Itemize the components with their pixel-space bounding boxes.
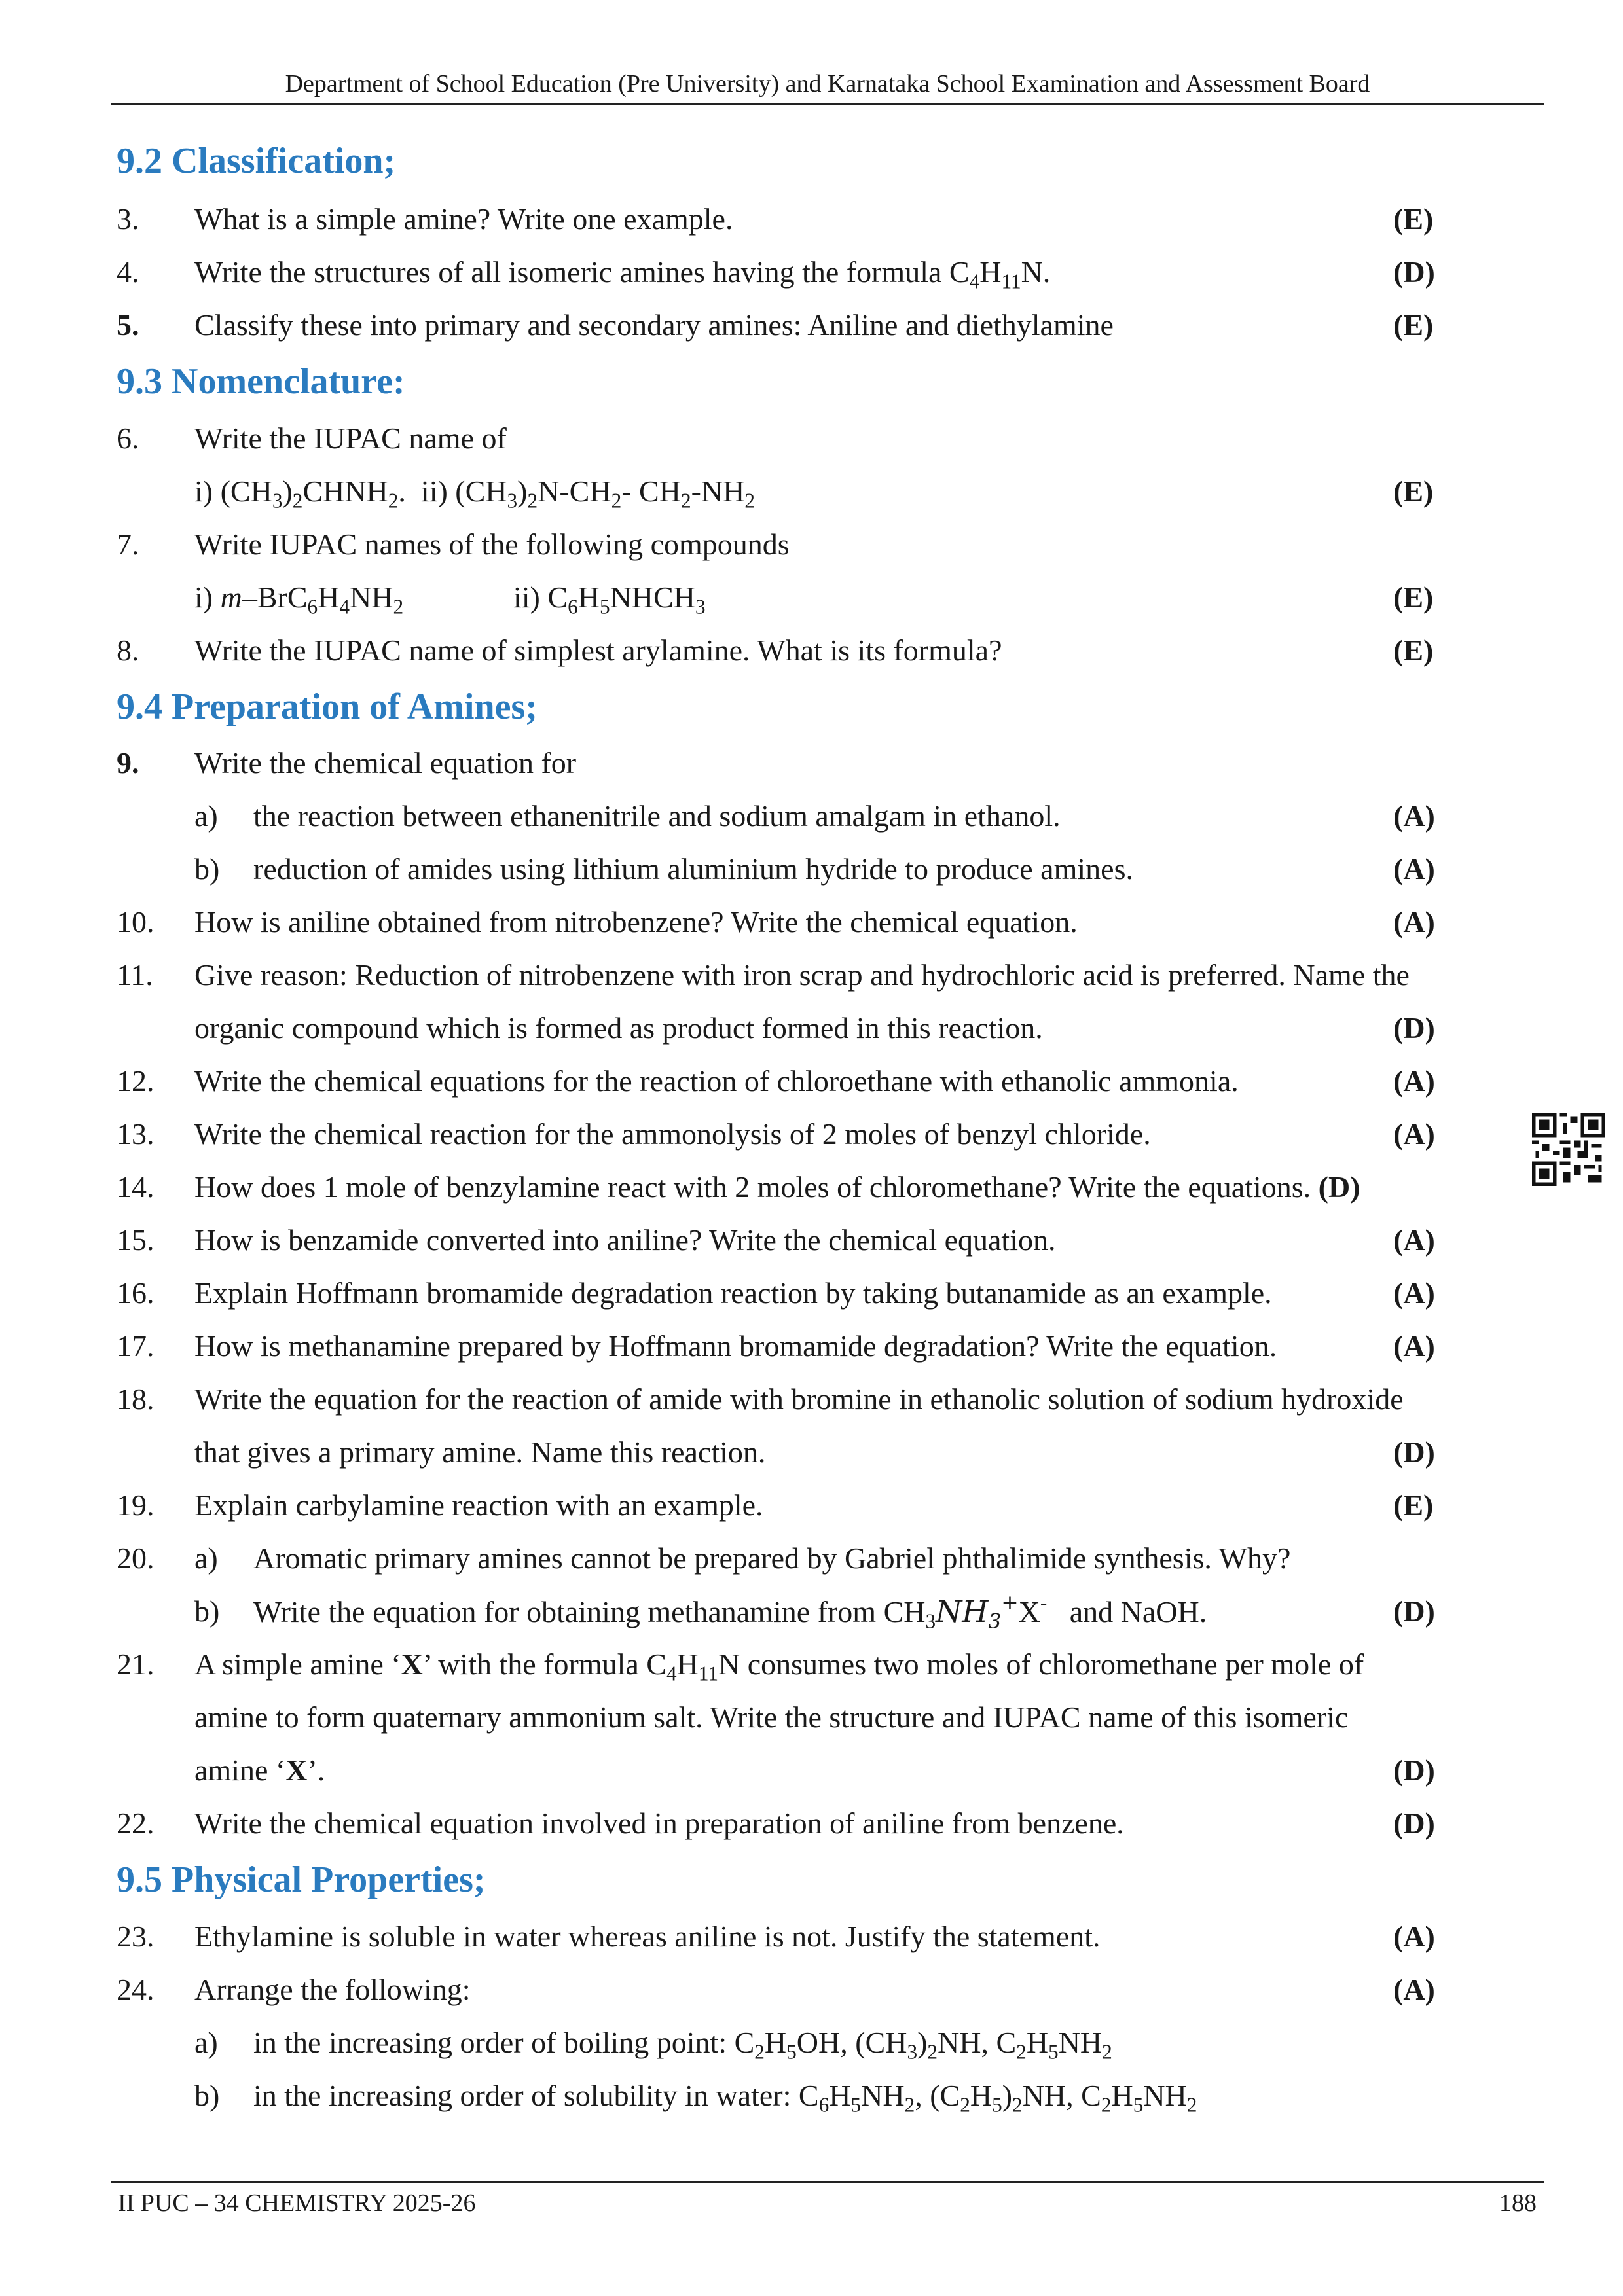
difficulty-mark: (A) xyxy=(1393,1920,1435,1953)
question-text: Write the IUPAC name of simplest arylamine. What is its formula? xyxy=(194,634,1002,667)
question-number: 19. xyxy=(117,1488,155,1522)
difficulty-mark: (E) xyxy=(1393,581,1434,614)
footer-course: II PUC – 34 CHEMISTRY 2025-26 xyxy=(118,2189,476,2217)
difficulty-mark: (E) xyxy=(1393,634,1434,667)
subpart-label: a) xyxy=(194,2026,218,2059)
question-text: How is methanamine prepared by Hoffmann bromamide degradation? Write the equation. xyxy=(194,1329,1277,1363)
subpart-text: Write the equation for obtaining methanamine from $CH_3NH_3^+X^-$ and NaOH. xyxy=(253,1591,1207,1634)
question-text-continued: amine ‘X’. xyxy=(194,1753,325,1787)
question-number: 21. xyxy=(117,1647,155,1681)
question-text: Explain carbylamine reaction with an example. xyxy=(194,1488,763,1522)
question-number: 22. xyxy=(117,1806,155,1840)
question-number: 11. xyxy=(117,958,153,992)
question-number: 16. xyxy=(117,1276,155,1310)
question-number: 7. xyxy=(117,528,139,561)
footer-divider xyxy=(111,2181,1544,2183)
question-text: How is benzamide converted into aniline? Write the chemical equation. xyxy=(194,1223,1056,1257)
difficulty-mark: (E) xyxy=(1393,308,1434,342)
question-number: 23. xyxy=(117,1920,155,1953)
difficulty-mark: (D) xyxy=(1393,1594,1435,1628)
difficulty-mark: (A) xyxy=(1393,1223,1435,1257)
subpart-label: b) xyxy=(194,852,220,886)
question-number: 13. xyxy=(117,1117,155,1151)
question-number: 6. xyxy=(117,422,139,455)
question-text: Give reason: Reduction of nitrobenzene with iron scrap and hydrochloric acid is preferred. Name the xyxy=(194,958,1410,992)
subpart-label: a) xyxy=(194,1541,218,1575)
difficulty-mark: (A) xyxy=(1393,1064,1435,1098)
difficulty-mark: (D) xyxy=(1393,255,1435,289)
question-number: 3. xyxy=(117,202,139,236)
question-number: 15. xyxy=(117,1223,155,1257)
page-number: 188 xyxy=(1499,2189,1537,2217)
question-text: What is a simple amine? Write one example. xyxy=(194,202,733,236)
subpart-text: in the increasing order of solubility in water: $C_6H_5NH_2$, $(C_2H_5)_2NH$, $C_2H_5NH_2$ xyxy=(253,2079,1197,2117)
page-header: Department of School Education (Pre University) and Karnataka School Examination and Assessment Board xyxy=(285,70,1370,98)
difficulty-mark: (A) xyxy=(1393,905,1435,939)
question-text: Write the IUPAC name of xyxy=(194,422,507,455)
section-heading-preparation: 9.4 Preparation of Amines; xyxy=(117,687,538,727)
question-number: 17. xyxy=(117,1329,155,1363)
question-text-continued: amine to form quaternary ammonium salt. Write the structure and IUPAC name of this isomeric xyxy=(194,1700,1349,1734)
question-text: How is aniline obtained from nitrobenzene? Write the chemical equation. xyxy=(194,905,1078,939)
section-heading-nomenclature: 9.3 Nomenclature: xyxy=(117,361,405,402)
difficulty-mark: (E) xyxy=(1393,475,1434,508)
question-number: 9. xyxy=(117,746,139,780)
question-number: 20. xyxy=(117,1541,155,1575)
question-number: 10. xyxy=(117,905,155,939)
difficulty-mark: (A) xyxy=(1393,1117,1435,1151)
question-formula-line: i) $(CH_3)_2CHNH_2$. ii) $(CH_3)_2N-CH_2-$ $CH_2-NH_2$ xyxy=(194,475,756,512)
question-text: A simple amine ‘X’ with the formula $C_4H_{11}N$ consumes two moles of chloromethane per mole of xyxy=(194,1647,1364,1685)
question-number: 14. xyxy=(117,1170,155,1204)
question-number: 12. xyxy=(117,1064,155,1098)
question-formula-line: i) $m-BrC_6H_4NH_2$ xyxy=(194,581,404,619)
subpart-text: Aromatic primary amines cannot be prepared by Gabriel phthalimide synthesis. Why? xyxy=(253,1541,1291,1575)
question-text-continued: organic compound which is formed as product formed in this reaction. xyxy=(194,1011,1043,1045)
difficulty-mark: (D) xyxy=(1393,1753,1435,1787)
difficulty-mark: (D) xyxy=(1318,1170,1360,1204)
subpart-text: in the increasing order of boiling point: $C_2H_5OH$, $(CH_3)_2NH$, $C_2H_5NH_2$ xyxy=(253,2026,1112,2064)
difficulty-mark: (A) xyxy=(1393,1276,1435,1310)
difficulty-mark: (D) xyxy=(1393,1806,1435,1840)
subpart-label: a) xyxy=(194,799,218,833)
qr-code[interactable] xyxy=(1532,1113,1605,1186)
question-text: Write IUPAC names of the following compounds xyxy=(194,528,790,561)
section-heading-classification: 9.2 Classification; xyxy=(117,141,396,181)
question-text: Arrange the following: xyxy=(194,1973,471,2006)
difficulty-mark: (A) xyxy=(1393,1329,1435,1363)
subpart-label: b) xyxy=(194,1594,220,1628)
question-text: Write the structures of all isomeric amines having the formula $C_4H_{11}N$. xyxy=(194,255,1051,293)
question-text: How does 1 mole of benzylamine react with 2 moles of chloromethane? Write the equations. (D) xyxy=(194,1170,1360,1204)
question-text: Explain Hoffmann bromamide degradation reaction by taking butanamide as an example. xyxy=(194,1276,1272,1310)
question-text: Ethylamine is soluble in water whereas aniline is not. Justify the statement. xyxy=(194,1920,1101,1953)
question-text: Classify these into primary and secondary amines: Aniline and diethylamine xyxy=(194,308,1114,342)
question-text: Write the chemical equation involved in preparation of aniline from benzene. xyxy=(194,1806,1124,1840)
question-text: Write the chemical reaction for the ammonolysis of 2 moles of benzyl chloride. xyxy=(194,1117,1151,1151)
question-text: Write the chemical equations for the reaction of chloroethane with ethanolic ammonia. xyxy=(194,1064,1239,1098)
header-divider xyxy=(111,103,1544,105)
difficulty-mark: (A) xyxy=(1393,799,1435,833)
difficulty-mark: (A) xyxy=(1393,852,1435,886)
subpart-text: the reaction between ethanenitrile and sodium amalgam in ethanol. xyxy=(253,799,1061,833)
subpart-text: reduction of amides using lithium aluminium hydride to produce amines. xyxy=(253,852,1133,886)
difficulty-mark: (E) xyxy=(1393,1488,1434,1522)
difficulty-mark: (A) xyxy=(1393,1973,1435,2006)
difficulty-mark: (E) xyxy=(1393,202,1434,236)
question-text-continued: that gives a primary amine. Name this reaction. xyxy=(194,1435,766,1469)
question-formula-line: ii) $C_6H_5NHCH_3$ xyxy=(513,581,706,619)
difficulty-mark: (D) xyxy=(1393,1011,1435,1045)
question-text: Write the chemical equation for xyxy=(194,746,577,780)
subpart-label: b) xyxy=(194,2079,220,2112)
section-heading-physical-properties: 9.5 Physical Properties; xyxy=(117,1859,486,1900)
question-number: 4. xyxy=(117,255,139,289)
question-number: 18. xyxy=(117,1382,155,1416)
question-text: Write the equation for the reaction of amide with bromine in ethanolic solution of sodium hydroxide xyxy=(194,1382,1404,1416)
question-number: 5. xyxy=(117,308,139,342)
question-number: 8. xyxy=(117,634,139,667)
difficulty-mark: (D) xyxy=(1393,1435,1435,1469)
question-number: 24. xyxy=(117,1973,155,2006)
